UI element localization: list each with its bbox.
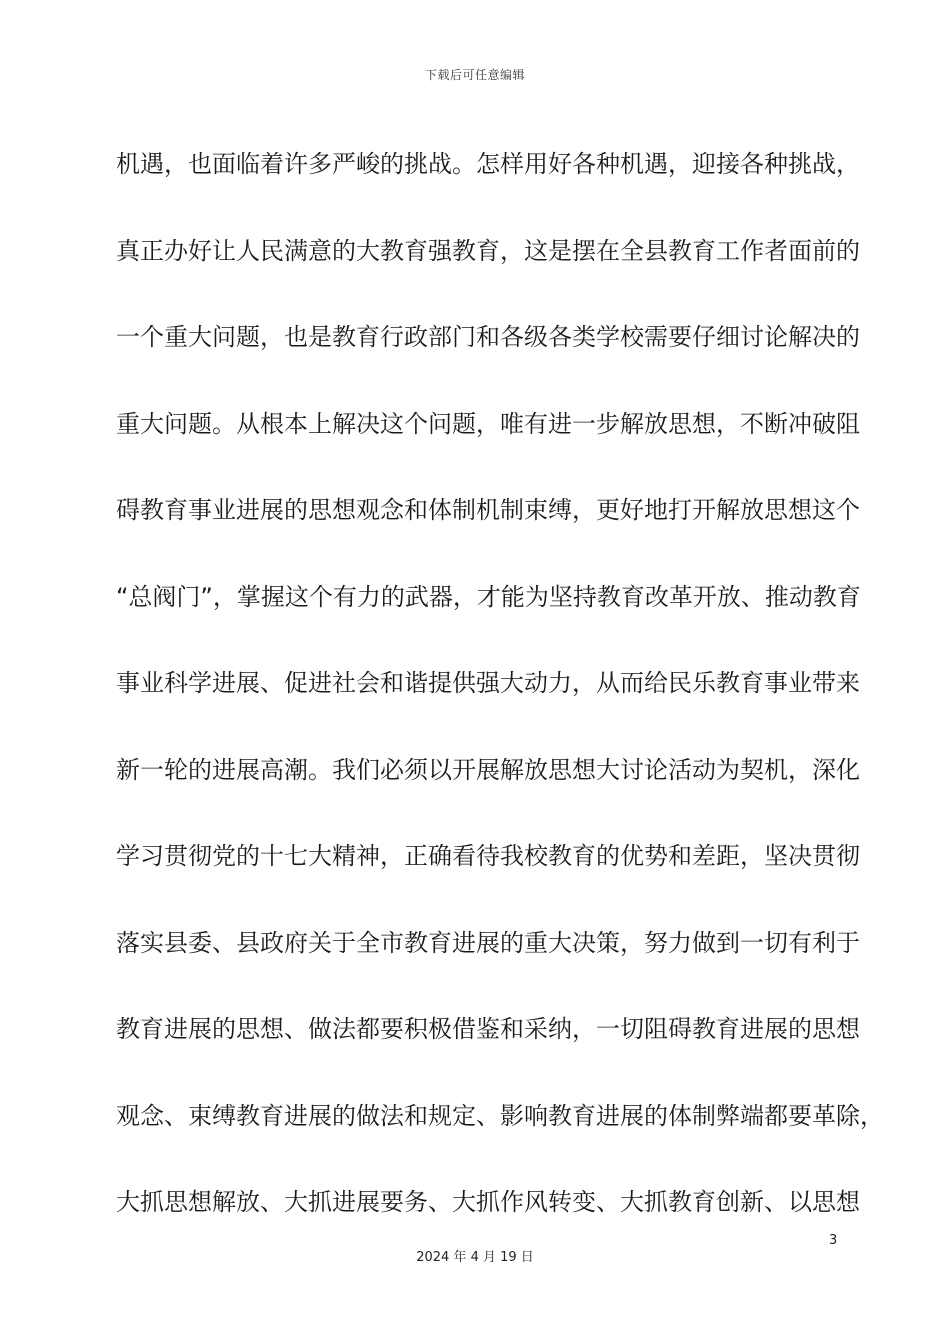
page-number: 3	[829, 1233, 838, 1248]
body-line: 观念、束缚教育进展的做法和规定、影响教育进展的体制弊端都要革除，	[116, 1101, 884, 1130]
body-line: 重大问题。从根本上解决这个问题，唯有进一步解放思想，不断冲破阻	[116, 409, 860, 438]
body-line: 机遇，也面临着许多严峻的挑战。怎样用好各种机遇，迎接各种挑战，	[116, 150, 860, 178]
page-header: 下载后可任意编辑	[424, 68, 525, 82]
body-line: 教育进展的思想、做法都要积极借鉴和采纳，一切阻碍教育进展的思想	[116, 1015, 860, 1043]
body-line: 一个重大问题，也是教育行政部门和各级各类学校需要仔细讨论解决的	[116, 323, 860, 351]
body-line: “总阀门”，掌握这个有力的武器，才能为坚持教育改革开放、推动教育	[116, 582, 861, 611]
body-line: 大抓思想解放、大抓进展要务、大抓作风转变、大抓教育创新、以思想	[116, 1188, 860, 1216]
body-line: 学习贯彻党的十七大精神，正确看待我校教育的优势和差距，坚决贯彻	[116, 842, 860, 870]
body-line: 事业科学进展、促进社会和谐提供强大动力，从而给民乐教育事业带来	[116, 669, 860, 697]
body-line: 真正办好让人民满意的大教育强教育，这是摆在全县教育工作者面前的	[116, 236, 860, 265]
body-line: 落实县委、县政府关于全市教育进展的重大决策，努力做到一切有利于	[116, 928, 860, 957]
body-line: 新一轮的进展高潮。我们必须以开展解放思想大讨论活动为契机，深化	[116, 755, 860, 784]
body-line: 碍教育事业进展的思想观念和体制机制束缚，更好地打开解放思想这个	[116, 496, 860, 524]
body-text	[116, 140, 884, 1265]
page-footer-date: 2024 年 4 月 19 日	[416, 1250, 534, 1265]
